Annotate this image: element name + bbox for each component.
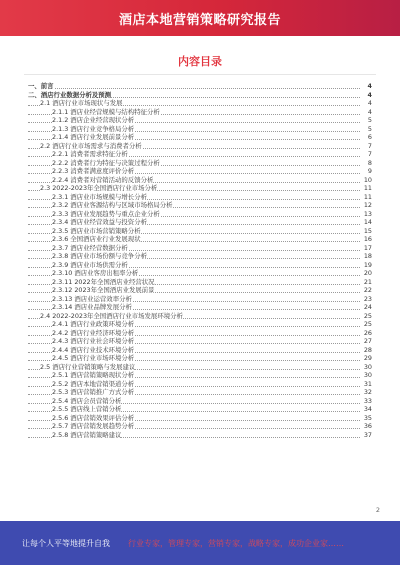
toc-entry-title: 2.5.3 酒店营销推广方式分析 bbox=[52, 388, 135, 396]
report-title: 酒店本地营销策略研究报告 bbox=[118, 13, 281, 28]
toc-entry[interactable] bbox=[28, 363, 372, 372]
toc-entry[interactable] bbox=[28, 252, 372, 261]
toc-entry-page: 31 bbox=[363, 379, 372, 388]
toc-entry-page: 37 bbox=[363, 430, 372, 439]
toc-entry-title: 2.1.2 酒店企业经营现状分析 bbox=[52, 116, 135, 124]
toc-entry-page: 4 bbox=[362, 82, 372, 91]
toc-entry-title: 2.1.4 酒店行业发展前景分析 bbox=[52, 133, 135, 141]
toc-entry-title: 2.5.5 酒店线上营销分析 bbox=[52, 405, 122, 413]
toc-entry[interactable] bbox=[28, 431, 372, 440]
toc-entry[interactable] bbox=[28, 91, 372, 100]
toc-entry-page: 36 bbox=[363, 422, 372, 430]
toc-entry-title: 2.1.3 酒店行业竞争格局分析 bbox=[52, 124, 135, 133]
toc-entry-title: 2.3.2 酒店业客源结构与区域市场格局分析 bbox=[52, 201, 173, 209]
toc-entry-title: 二、酒店行业数据分析及预测 bbox=[28, 90, 112, 99]
toc-entry-page: 32 bbox=[363, 388, 372, 396]
toc-entry-title: 2.1.1 酒店业经营规模与结构特征分析 bbox=[52, 107, 160, 116]
toc-entry-page: 15 bbox=[363, 226, 372, 235]
toc-entry-page: 5 bbox=[362, 116, 372, 125]
toc-entry[interactable] bbox=[28, 125, 372, 134]
toc-entry-page: 9 bbox=[362, 167, 372, 176]
toc-entry-title: 2.3.4 酒店业经营效益与投资分析 bbox=[52, 218, 147, 226]
toc-entry-page: 20 bbox=[363, 269, 372, 277]
toc-entry-page: 24 bbox=[363, 303, 372, 311]
toc-entry-page: 23 bbox=[363, 294, 372, 303]
toc-entry[interactable] bbox=[28, 99, 372, 108]
toc-entry-title: 2.1 酒店行业市场现状与发展 bbox=[40, 99, 123, 107]
toc-entry-title: 2.3 2022-2023年全国酒店行业市场分析 bbox=[40, 184, 158, 192]
toc-entry[interactable] bbox=[28, 227, 372, 236]
toc-entry-page: 16 bbox=[363, 235, 372, 243]
toc-entry-title: 2.2.1 消费者需求特征分析 bbox=[52, 150, 128, 158]
toc-entry-page: 7 bbox=[362, 150, 372, 159]
toc-entry-page: 27 bbox=[363, 337, 372, 345]
toc-entry[interactable] bbox=[28, 167, 372, 176]
toc-entry-title: 2.3.8 酒店业市场份额与竞争分析 bbox=[52, 252, 147, 260]
toc-entry-page: 26 bbox=[363, 328, 372, 337]
toc-entry[interactable] bbox=[28, 329, 372, 338]
toc-entry-title: 2.5 酒店行业营销策略与发展建议 bbox=[40, 362, 136, 371]
toc-entry-title: 2.5.6 酒店营销效果评估分析 bbox=[52, 413, 135, 422]
header-bar bbox=[0, 0, 400, 36]
toc-entry[interactable] bbox=[28, 116, 372, 125]
toc-entry[interactable] bbox=[28, 337, 372, 346]
toc-entry-title: 2.4.2 酒店行业经济环境分析 bbox=[52, 328, 135, 337]
toc-entry-title: 2.4.5 酒店行业市场环境分析 bbox=[52, 354, 135, 362]
footer-tagline: 行业专家，管理专家，营销专家，战略专家，成功企业家…… bbox=[128, 539, 344, 548]
toc-entry[interactable] bbox=[28, 193, 372, 202]
toc-entry-page: 30 bbox=[363, 362, 372, 371]
toc-entry[interactable] bbox=[28, 422, 372, 431]
toc-entry-page: 33 bbox=[363, 396, 372, 405]
toc-entry[interactable] bbox=[28, 346, 372, 355]
toc-entry-page: 28 bbox=[363, 345, 372, 354]
toc-entry-page: 34 bbox=[363, 405, 372, 413]
toc-entry-page: 13 bbox=[363, 209, 372, 218]
toc-entry-page: 25 bbox=[363, 320, 372, 328]
toc-entry[interactable] bbox=[28, 244, 372, 253]
dot-leader bbox=[28, 88, 360, 89]
toc-entry-title: 2.2.4 消费者对营销活动的反馈分析 bbox=[52, 175, 154, 184]
table-of-contents bbox=[28, 82, 372, 439]
toc-entry[interactable] bbox=[28, 397, 372, 406]
toc-entry-title: 2.3.6 全国酒店业行业发展现状 bbox=[52, 235, 141, 243]
toc-entry-page: 11 bbox=[363, 184, 372, 192]
toc-entry[interactable] bbox=[28, 159, 372, 168]
toc-entry-page: 25 bbox=[363, 311, 372, 320]
toc-entry-title: 2.3.13 酒店业运营效率分析 bbox=[52, 294, 132, 303]
toc-entry[interactable] bbox=[28, 295, 372, 304]
toc-entry-page: 4 bbox=[362, 99, 372, 108]
toc-entry-title: 2.2.2 消费者行为特征与决策过程分析 bbox=[52, 158, 160, 167]
toc-entry-page: 4 bbox=[362, 91, 372, 100]
toc-entry[interactable] bbox=[28, 201, 372, 210]
toc-entry-page: 29 bbox=[363, 354, 372, 362]
toc-entry[interactable] bbox=[28, 235, 372, 244]
toc-entry[interactable] bbox=[28, 414, 372, 423]
toc-entry-page: 7 bbox=[362, 142, 372, 151]
toc-entry-title: 2.2.3 消费者满意度评价分析 bbox=[52, 167, 135, 175]
toc-entry[interactable] bbox=[28, 303, 372, 312]
toc-entry-title: 2.3.12 2023年全国酒店业发展前景 bbox=[52, 286, 155, 294]
toc-entry-title: 2.3.10 酒店业客房出租率分析 bbox=[52, 269, 139, 277]
toc-entry-page: 11 bbox=[363, 192, 372, 201]
toc-entry-title: 2.3.1 酒店业市场规模与增长分析 bbox=[52, 192, 147, 201]
toc-entry-page: 35 bbox=[363, 413, 372, 422]
toc-entry[interactable] bbox=[28, 142, 372, 151]
toc-entry-page: 19 bbox=[363, 260, 372, 269]
toc-entry-title: 2.3.11 2022年全国酒店业经营状况 bbox=[52, 277, 155, 286]
toc-entry[interactable] bbox=[28, 176, 372, 185]
toc-entry-page: 18 bbox=[363, 252, 372, 260]
toc-entry-page: 4 bbox=[362, 108, 372, 117]
toc-entry-page: 17 bbox=[363, 243, 372, 252]
toc-entry-title: 2.5.7 酒店营销发展趋势分析 bbox=[52, 422, 135, 430]
toc-entry-page: 21 bbox=[363, 277, 372, 286]
toc-entry[interactable] bbox=[28, 261, 372, 270]
toc-entry-title: 2.3.7 酒店业经营数据分析 bbox=[52, 243, 128, 252]
toc-entry[interactable] bbox=[28, 354, 372, 363]
toc-entry[interactable] bbox=[28, 133, 372, 142]
toc-entry-title: 2.4.4 酒店行业技术环境分析 bbox=[52, 345, 135, 354]
toc-entry-page: 10 bbox=[363, 175, 372, 184]
toc-entry[interactable] bbox=[28, 184, 372, 193]
toc-entry-title: 一、前言 bbox=[28, 82, 54, 90]
toc-entry-page: 14 bbox=[363, 218, 372, 226]
toc-entry-title: 2.4.1 酒店行业政策环境分析 bbox=[52, 320, 135, 328]
toc-entry[interactable] bbox=[28, 286, 372, 295]
toc-entry[interactable] bbox=[28, 108, 372, 117]
toc-entry-title: 2.4 2022-2023年全国酒店行业市场发展环境分析 bbox=[40, 311, 183, 320]
toc-entry[interactable] bbox=[28, 82, 372, 91]
toc-entry-title: 2.3.9 酒店业市场供需分析 bbox=[52, 260, 128, 269]
page-number: 2 bbox=[375, 506, 380, 514]
toc-entry-title: 2.5.8 酒店营销策略建议 bbox=[52, 430, 122, 439]
footer-slogan: 让每个人平等地提升自我 bbox=[22, 539, 110, 548]
divider bbox=[24, 74, 376, 75]
toc-entry-title: 2.2 酒店行业市场需求与消费者分析 bbox=[40, 141, 142, 150]
toc-entry[interactable] bbox=[28, 380, 372, 389]
toc-entry[interactable] bbox=[28, 269, 372, 278]
toc-entry[interactable] bbox=[28, 278, 372, 287]
toc-entry[interactable] bbox=[28, 210, 372, 219]
toc-entry[interactable] bbox=[28, 150, 372, 159]
toc-entry-title: 2.3.14 酒店业品牌发展分析 bbox=[52, 303, 132, 311]
toc-entry[interactable] bbox=[28, 388, 372, 397]
toc-entry-title: 2.4.3 酒店行业社会环境分析 bbox=[52, 337, 135, 345]
toc-entry-page: 8 bbox=[362, 159, 372, 168]
toc-entry[interactable] bbox=[28, 312, 372, 321]
toc-entry[interactable] bbox=[28, 405, 372, 414]
toc-entry[interactable] bbox=[28, 218, 372, 227]
toc-entry-title: 2.3.5 酒店业市场营销策略分析 bbox=[52, 226, 141, 235]
toc-entry[interactable] bbox=[28, 320, 372, 329]
toc-entry[interactable] bbox=[28, 371, 372, 380]
toc-entry-page: 22 bbox=[363, 286, 372, 294]
toc-entry-page: 5 bbox=[362, 125, 372, 134]
toc-entry-title: 2.5.1 酒店营销策略现状分析 bbox=[52, 371, 135, 379]
toc-entry-page: 30 bbox=[363, 371, 372, 379]
toc-heading: 内容目录 bbox=[178, 55, 222, 68]
toc-entry-page: 6 bbox=[362, 133, 372, 142]
toc-entry-title: 2.5.4 酒店会员营销分析 bbox=[52, 396, 122, 405]
toc-entry-title: 2.3.3 酒店业发展趋势与重点企业分析 bbox=[52, 209, 160, 218]
toc-entry-page: 12 bbox=[363, 201, 372, 209]
footer-bar bbox=[0, 521, 400, 565]
toc-entry-title: 2.5.2 酒店本地营销渠道分析 bbox=[52, 379, 135, 388]
